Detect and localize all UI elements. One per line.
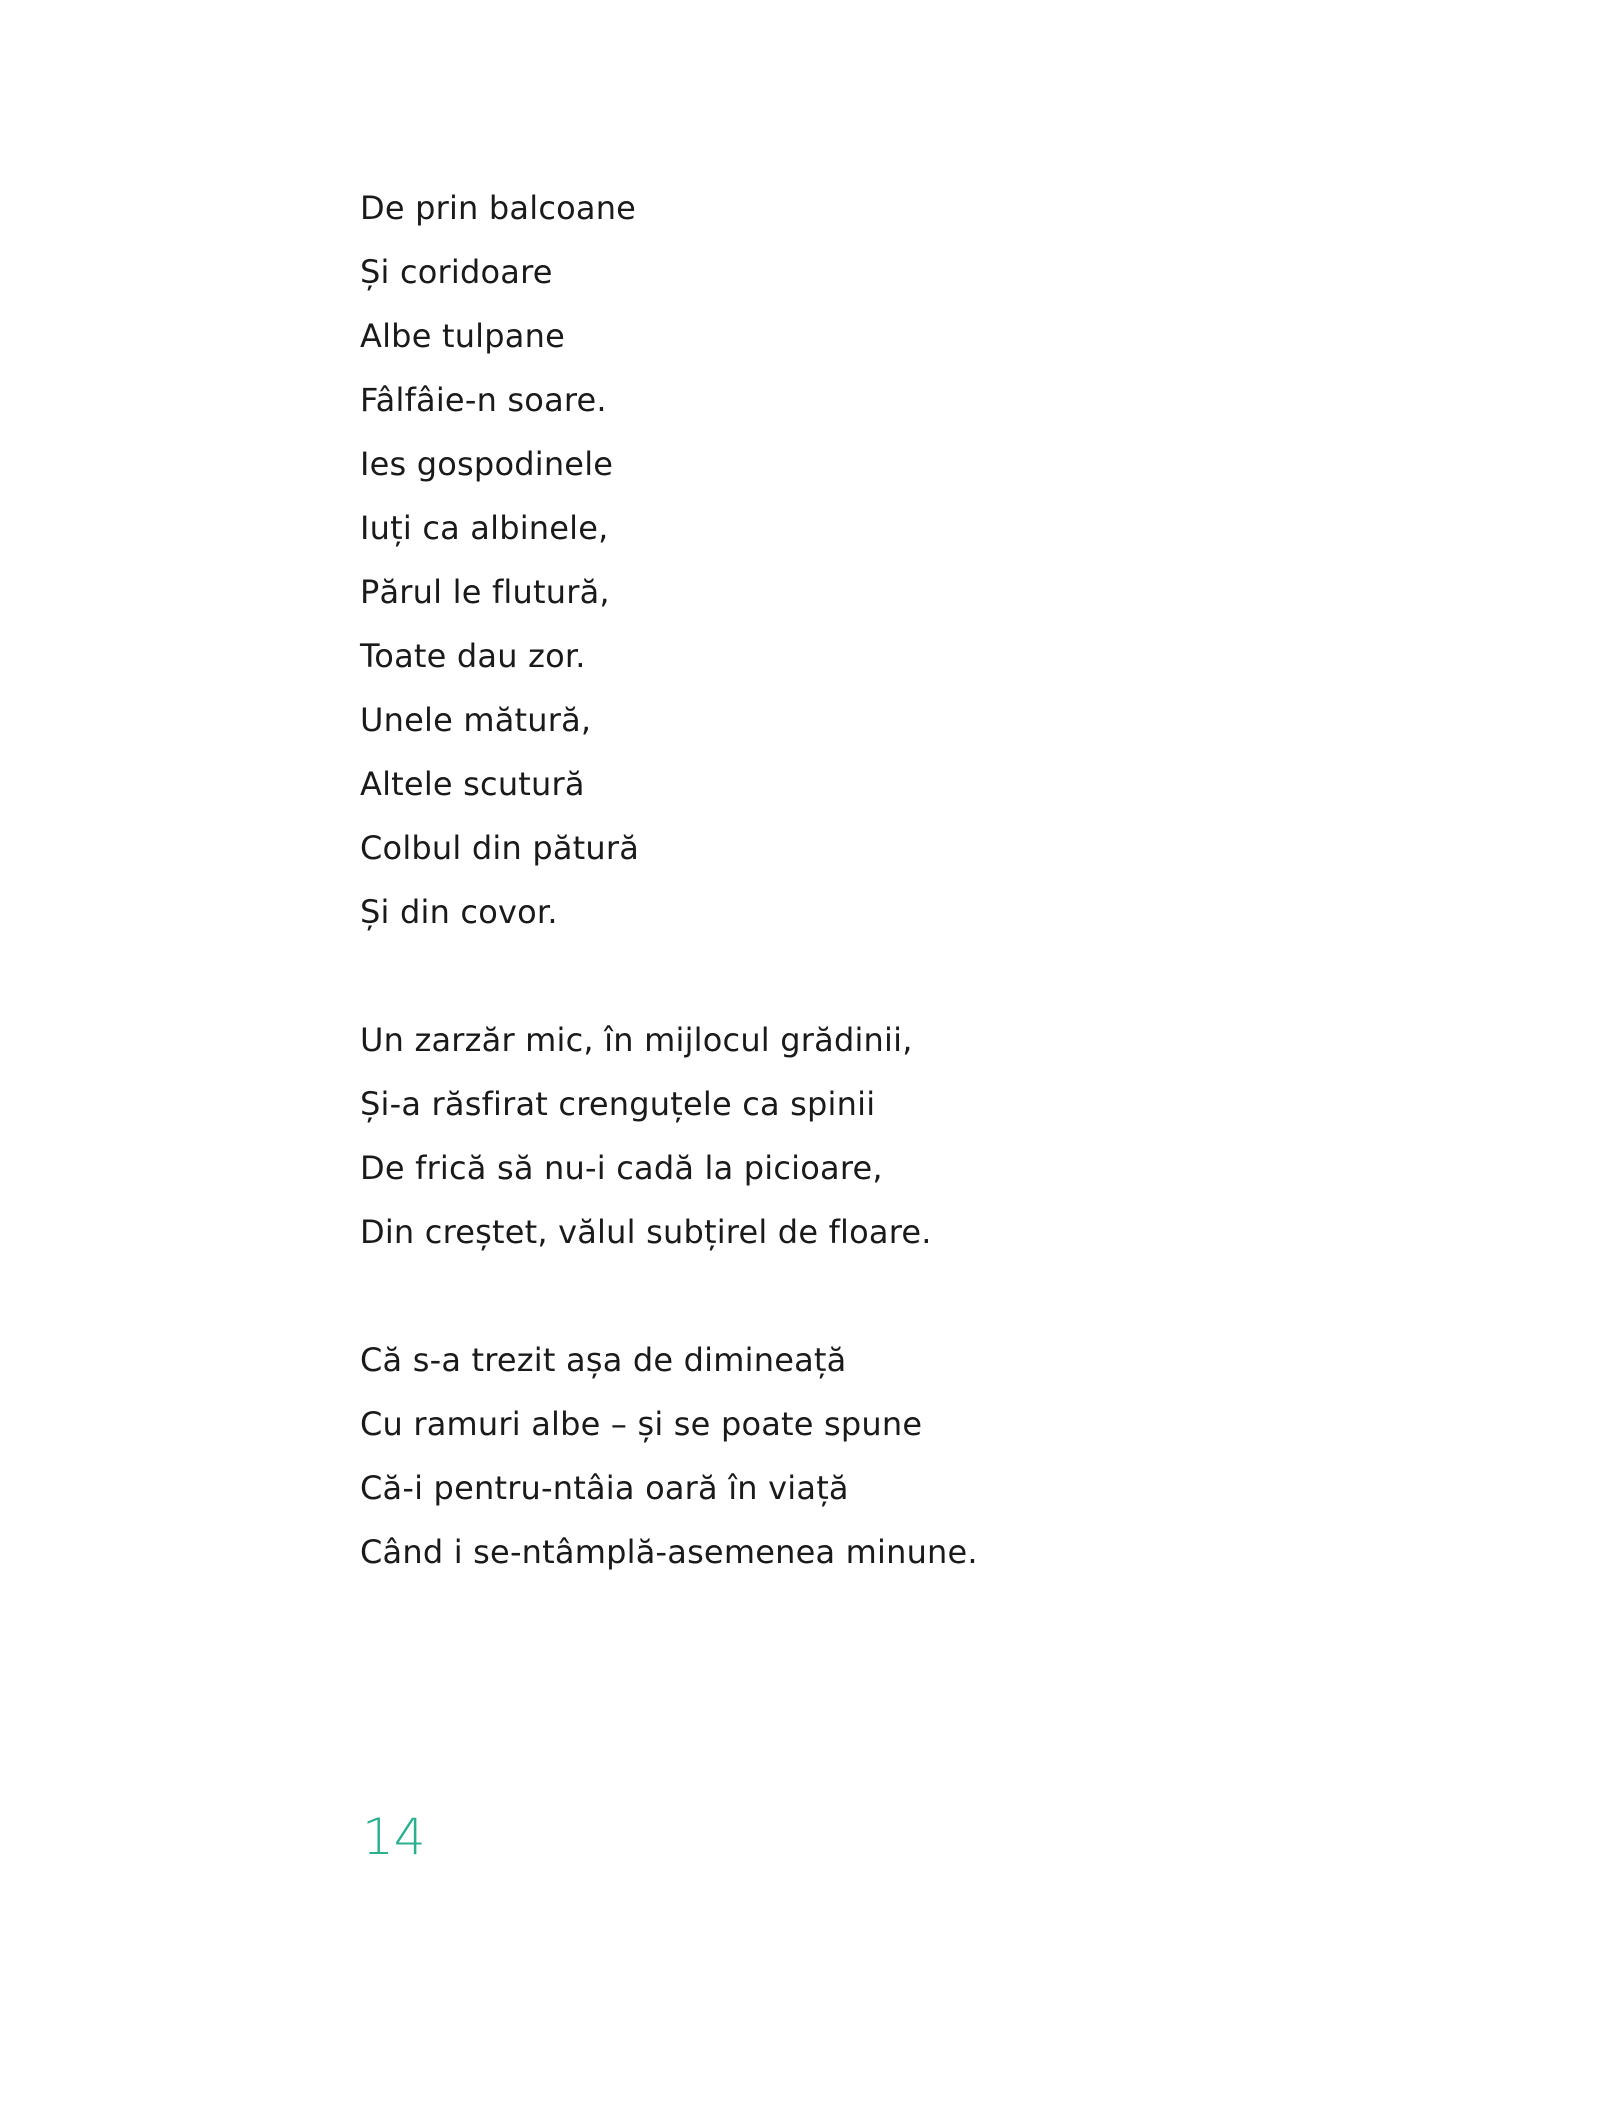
poem-line: Cu ramuri albe – și se poate spune	[360, 1405, 923, 1443]
stanza-1	[360, 176, 1260, 944]
poem-line: Din creștet, vălul subțirel de floare.	[360, 1213, 932, 1251]
stanza-3	[360, 1328, 1260, 1584]
poem-line: De frică să nu-i cadă la picioare,	[360, 1149, 883, 1187]
poem-line: Și din covor.	[360, 893, 558, 931]
poem-line: Albe tulpane	[360, 317, 565, 355]
poem-line: Fâlfâie-n soare.	[360, 381, 607, 419]
poem-line: Ies gospodinele	[360, 445, 614, 483]
poem-line: Colbul din pătură	[360, 829, 640, 867]
poem	[360, 176, 1260, 1584]
poem-line: Că-i pentru-ntâia oară în viață	[360, 1469, 849, 1507]
poem-line: Un zarzăr mic, în mijlocul grădinii,	[360, 1021, 913, 1059]
poem-line: Și coridoare	[360, 253, 553, 291]
stanza-2	[360, 1008, 1260, 1264]
poem-line: Și-a răsfirat crenguțele ca spinii	[360, 1085, 876, 1123]
poem-line: De prin balcoane	[360, 189, 637, 227]
poem-line: Toate dau zor.	[360, 637, 586, 675]
page-number: 14	[362, 1808, 426, 1866]
poem-line: Altele scutură	[360, 765, 585, 803]
poem-line: Unele mătură,	[360, 701, 592, 739]
poem-line: Când i se-ntâmplă-asemenea minune.	[360, 1533, 978, 1571]
poem-line: Că s-a trezit așa de dimineață	[360, 1341, 847, 1379]
poem-line: Iuți ca albinele,	[360, 509, 609, 547]
poem-line: Părul le flutură,	[360, 573, 610, 611]
